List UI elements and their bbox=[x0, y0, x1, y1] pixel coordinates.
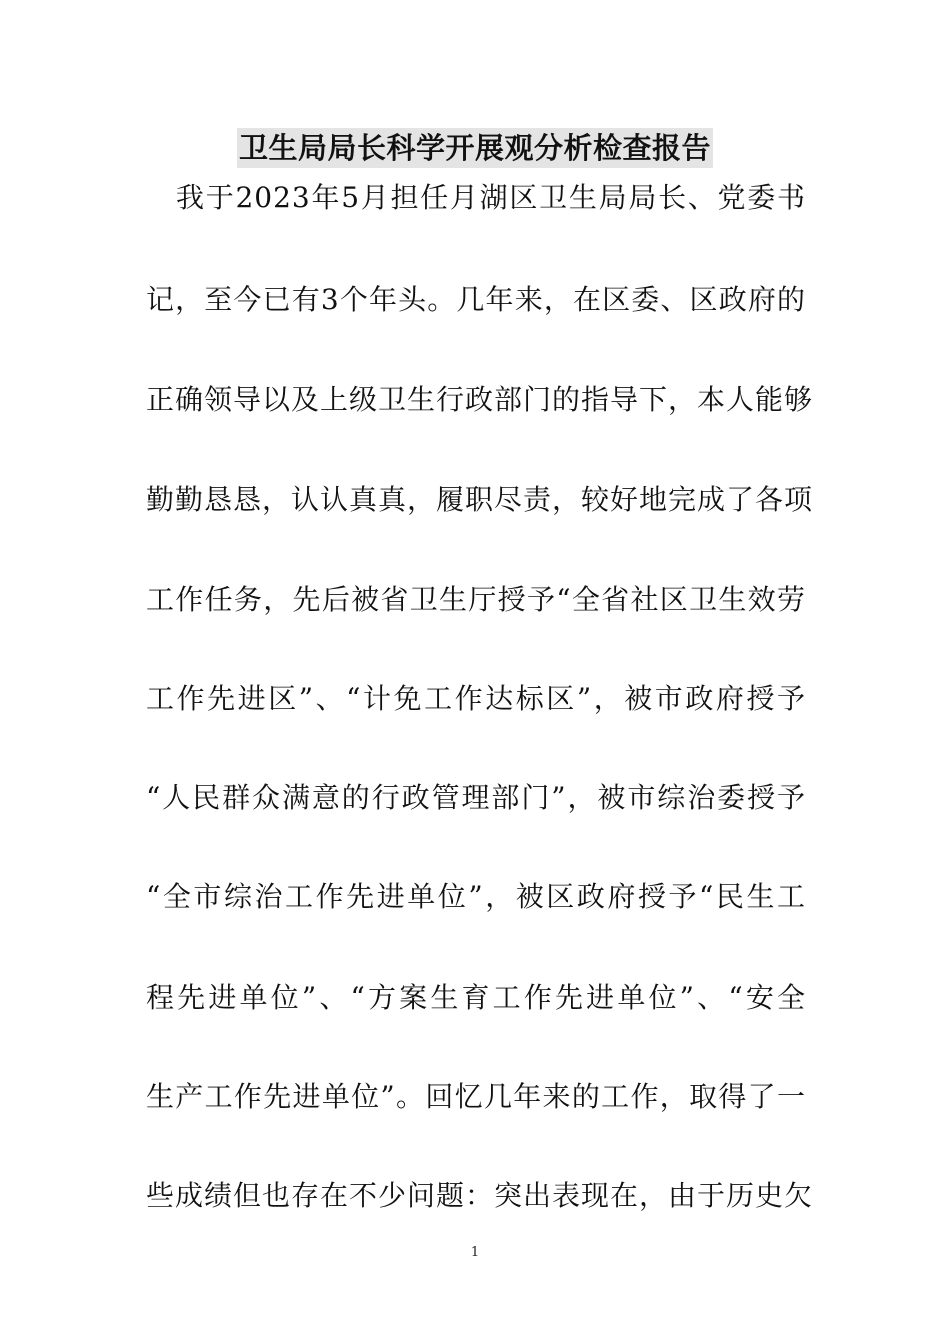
body-line: “全市综治工作先进单位”，被区政府授予“民生工 bbox=[146, 880, 806, 913]
body-line: 工作任务，先后被省卫生厅授予“全省社区卫生效劳 bbox=[146, 583, 806, 616]
document-title: 卫生局局长科学开展观分析检查报告 bbox=[237, 128, 713, 168]
body-line: 工作先进区”、“计免工作达标区”，被市政府授予 bbox=[146, 682, 806, 715]
body-line: “人民群众满意的行政管理部门”，被市综治委授予 bbox=[146, 781, 806, 814]
body-line: 我于2023年5月担任月湖区卫生局局长、党委书 bbox=[176, 181, 806, 214]
page-number: 1 bbox=[470, 1245, 480, 1260]
body-line: 些成绩但也存在不少问题：突出表现在，由于历史欠 bbox=[146, 1179, 814, 1212]
body-line: 记，至今已有3个年头。几年来，在区委、区政府的 bbox=[146, 283, 806, 316]
title-container bbox=[0, 128, 950, 168]
body-line: 生产工作先进单位”。回忆几年来的工作，取得了一 bbox=[146, 1080, 806, 1113]
body-line: 勤勤恳恳，认认真真，履职尽责，较好地完成了各项 bbox=[146, 483, 814, 516]
body-line: 程先进单位”、“方案生育工作先进单位”、“安全 bbox=[146, 981, 806, 1014]
body-line: 正确领导以及上级卫生行政部门的指导下，本人能够 bbox=[146, 383, 814, 416]
